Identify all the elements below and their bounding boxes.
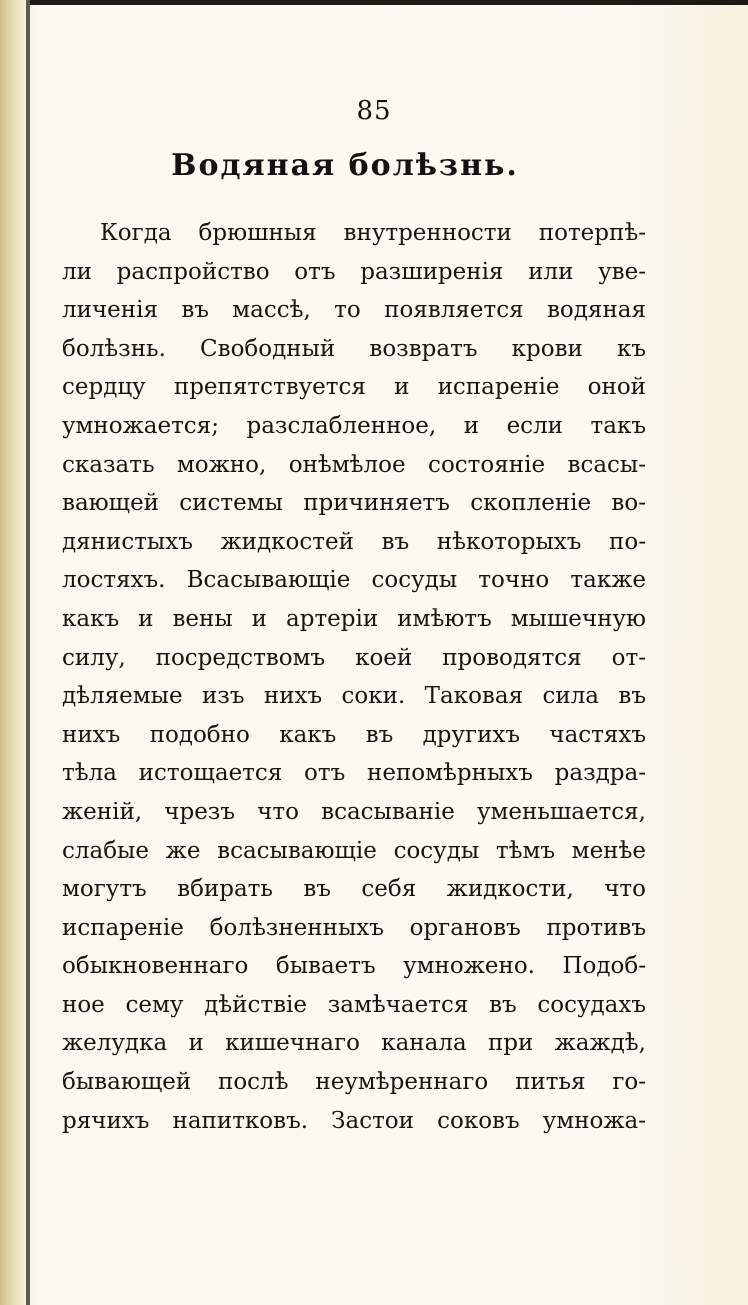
text-line: слабые же всасывающіе сосуды тѣмъ менѣе xyxy=(62,837,646,864)
text-line: болѣзнь. Свободный возвратъ крови къ xyxy=(62,335,646,362)
chapter-title: Водяная болѣзнь. xyxy=(171,148,519,183)
text-line: нихъ подобно какъ въ другихъ частяхъ xyxy=(62,721,646,748)
text-line: дянистыхъ жидкостей въ нѣкоторыхъ по- xyxy=(62,528,646,555)
page-number: 85 xyxy=(356,96,392,126)
text-line: лостяхъ. Всасывающіе сосуды точно также xyxy=(62,567,646,594)
text-line: испареніе болѣзненныхъ органовъ противъ xyxy=(62,914,646,941)
text-line: тѣла истощается отъ непомѣрныхъ раздра- xyxy=(62,760,646,787)
text-line: рячихъ напитковъ. Застои соковъ умножа- xyxy=(62,1107,646,1134)
body-text xyxy=(62,214,646,1140)
text-line: личенія въ массѣ, то появляется водяная xyxy=(62,297,646,324)
text-line: ли распройство отъ разширенія или уве- xyxy=(62,258,646,285)
text-line: дѣляемые изъ нихъ соки. Таковая сила въ xyxy=(62,683,646,710)
text-line: какъ и вены и артеріи имѣютъ мышечную xyxy=(62,605,646,632)
text-line: сердцу препятствуется и испареніе оной xyxy=(62,374,646,401)
text-line: могутъ вбирать въ себя жидкости, что xyxy=(62,876,646,903)
scan-top-edge xyxy=(30,0,748,5)
text-line: женій, чрезъ что всасываніе уменьшается, xyxy=(62,798,646,825)
text-line: умножается; разслабленное, и если такъ xyxy=(62,412,646,439)
spine-shadow xyxy=(26,0,30,1305)
text-line: сказать можно, онѣмѣлое состояніе всасы- xyxy=(62,451,646,478)
text-line: Когда брюшныя внутренности потерпѣ- xyxy=(100,220,646,246)
text-line: бывающей послѣ неумѣреннаго питья го- xyxy=(62,1069,646,1096)
text-line: желудка и кишечнаго канала при жаждѣ, xyxy=(62,1030,646,1057)
text-line: ное сему дѣйствіе замѣчается въ сосудахъ xyxy=(62,991,646,1018)
text-line: вающей системы причиняетъ скопленіе во- xyxy=(62,490,646,517)
text-line: силу, посредствомъ коей проводятся от- xyxy=(62,644,646,671)
book-spine-edge xyxy=(0,0,26,1305)
text-line: обыкновеннаго бываетъ умножено. Подоб- xyxy=(62,953,646,980)
